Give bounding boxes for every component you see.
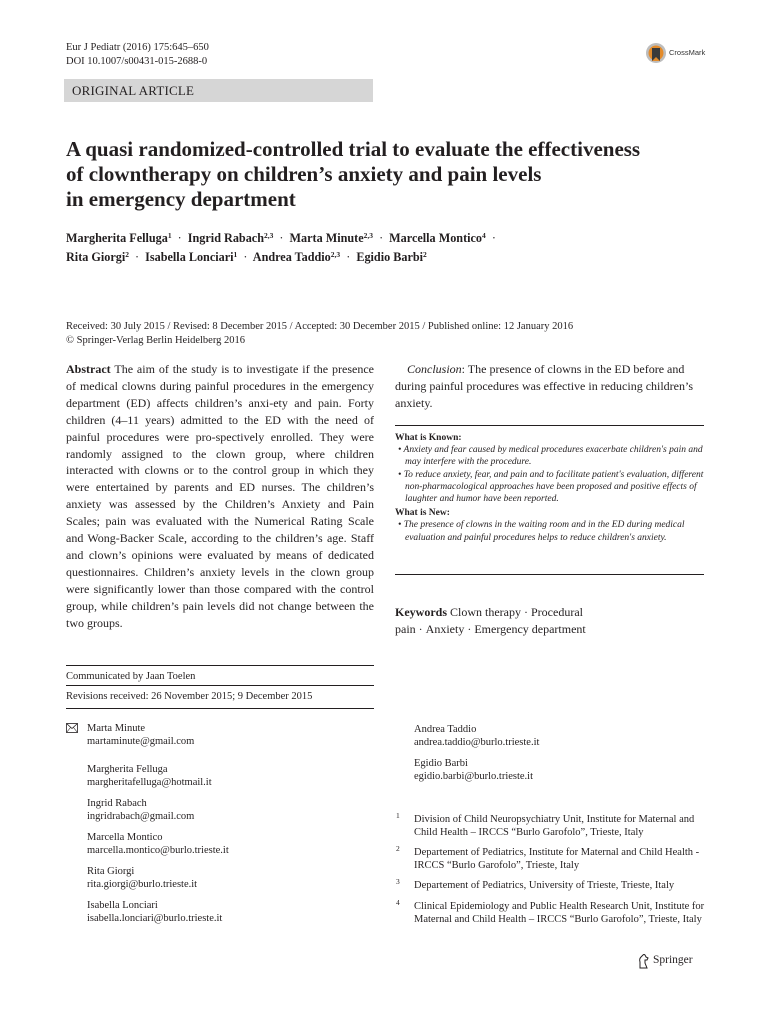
- contact-entry: [87, 722, 194, 749]
- title-line: of clowntherapy on children’s anxiety and pain levels: [66, 162, 542, 186]
- contact-name: Rita Giorgi: [87, 866, 135, 877]
- title-line: A quasi randomized-controlled trial to evaluate the effectiveness: [66, 137, 641, 161]
- conclusion-label: Conclusion: [407, 362, 462, 376]
- keyword-separator: ·: [524, 605, 528, 619]
- keyword-separator: ·: [467, 622, 472, 636]
- contact-name: Marcella Montico: [87, 832, 163, 843]
- keyword[interactable]: Clown therapy: [450, 605, 521, 619]
- affiliation-number: 1: [396, 811, 400, 820]
- author-line: [66, 248, 726, 267]
- known-item: • To reduce anxiety, fear, and pain and to facilitate patient's evaluation, different non-pharmacological approaches have been proposed and positive effects of laughter and humor have been reported.: [398, 469, 704, 505]
- keywords-label: Keywords: [395, 605, 447, 619]
- communicated-by: Communicated by Jaan Toelen: [66, 671, 196, 682]
- author-affiliation: 2,3: [330, 250, 341, 259]
- contact-name: Marta Minute: [87, 723, 146, 734]
- author-name[interactable]: Isabella Lonciari: [145, 250, 234, 264]
- contact-entry: [87, 831, 229, 858]
- contact-name: Ingrid Rabach: [87, 798, 147, 809]
- affiliation-number: 4: [396, 898, 400, 907]
- known-list: [395, 444, 704, 505]
- author-affiliation: 2: [423, 250, 427, 259]
- contact-email[interactable]: andrea.taddio@burlo.trieste.it: [414, 737, 540, 749]
- author-separator: ·: [346, 250, 351, 264]
- article-type-label: ORIGINAL ARTICLE: [64, 79, 373, 102]
- affiliation-text: Clinical Epidemiology and Public Health Research Unit, Institute for Maternal and Child Health – IRCCS “Burlo Garofolo”, Trieste, Italy: [414, 901, 705, 926]
- contact-entry: [87, 763, 212, 790]
- author-affiliation: 2,3: [263, 231, 274, 240]
- author-separator: ·: [491, 231, 496, 245]
- contact-email[interactable]: rita.giorgi@burlo.trieste.it: [87, 879, 198, 891]
- contact-name: Egidio Barbi: [414, 758, 468, 769]
- affiliation-number: 2: [396, 844, 400, 853]
- new-item: • The presence of clowns in the waiting room and in the ED during medical evaluation and painful procedures helps to reduce children's anxiety.: [398, 520, 685, 543]
- journal-doi[interactable]: DOI 10.1007/s00431-015-2688-0: [66, 56, 208, 67]
- new-heading: What is New:: [395, 508, 450, 519]
- copyright-notice: © Springer-Verlag Berlin Heidelberg 2016: [66, 334, 246, 346]
- author-separator: ·: [177, 231, 182, 245]
- contact-email[interactable]: egidio.barbi@burlo.trieste.it: [414, 771, 534, 783]
- conclusion-text: : The presence of clowns in the ED before and during painful procedures was effective in reducing children’s anxiety.: [395, 362, 694, 410]
- article-title: [66, 137, 706, 212]
- author-name[interactable]: Marcella Montico: [389, 231, 483, 245]
- contact-email[interactable]: isabella.lonciari@burlo.trieste.it: [87, 913, 223, 925]
- abstract-body: [66, 361, 374, 632]
- author-name[interactable]: Rita Giorgi: [66, 250, 126, 264]
- affiliation-text: Division of Child Neuropsychiatry Unit, Institute for Maternal and Child Health – IRCCS “Burlo Garofolo”, Trieste, Italy: [414, 814, 695, 839]
- crossmark-label: CrossMark: [669, 48, 706, 57]
- divider: [66, 685, 374, 686]
- divider: [395, 574, 704, 575]
- contact-email[interactable]: martaminute@gmail.com: [87, 736, 195, 748]
- contact-email[interactable]: ingridrabach@gmail.com: [87, 811, 195, 823]
- author-name[interactable]: Ingrid Rabach: [187, 231, 264, 245]
- contact-name: Isabella Lonciari: [87, 900, 158, 911]
- author-separator: ·: [279, 231, 284, 245]
- author-affiliation: 2: [125, 250, 129, 259]
- known-heading: What is Known:: [395, 433, 462, 443]
- publisher-logo: [637, 952, 717, 970]
- divider: [66, 665, 374, 666]
- contact-entry: [87, 865, 197, 892]
- abstract-label: Abstract: [66, 362, 111, 376]
- author-separator: ·: [379, 231, 384, 245]
- springer-horse-icon: [637, 953, 651, 969]
- contact-entry: [414, 757, 533, 784]
- author-separator: ·: [243, 250, 248, 264]
- author-line: [66, 229, 726, 248]
- contact-entry: [87, 899, 222, 926]
- contact-email[interactable]: marcella.montico@burlo.trieste.it: [87, 845, 229, 857]
- article-dates: [66, 320, 716, 347]
- author-affiliation: 2,3: [363, 231, 374, 240]
- author-list: [66, 229, 726, 267]
- contact-entry: [87, 797, 194, 824]
- author-name[interactable]: Marta Minute: [289, 231, 364, 245]
- new-list: [395, 519, 704, 543]
- abstract-conclusion: [395, 361, 705, 412]
- author-affiliation: 1: [233, 250, 238, 259]
- keyword[interactable]: Emergency department: [474, 622, 586, 636]
- author-name[interactable]: Margherita Felluga: [66, 231, 168, 245]
- keywords: [395, 604, 705, 638]
- keyword[interactable]: Anxiety: [425, 622, 465, 636]
- crossmark-icon: [645, 42, 667, 66]
- author-separator: ·: [135, 250, 140, 264]
- crossmark-badge[interactable]: [645, 42, 725, 68]
- journal-citation: Eur J Pediatr (2016) 175:645–650: [66, 42, 209, 53]
- publisher-name: Springer: [653, 954, 693, 966]
- affiliation-text: Departement of Pediatrics, Institute for Maternal and Child Health - IRCCS “Burlo Garofolo”, Trieste, Italy: [414, 847, 700, 872]
- author-affiliation: 1: [167, 231, 172, 240]
- author-affiliation: 4: [482, 231, 486, 240]
- journal-header: [66, 41, 209, 69]
- revisions-received: Revisions received: 26 November 2015; 9 December 2015: [66, 691, 313, 702]
- contact-email[interactable]: margheritafelluga@hotmail.it: [87, 777, 212, 789]
- known-item: • Anxiety and fear caused by medical procedures exacerbate children's pain and may interfere with the procedure.: [398, 445, 703, 468]
- divider: [395, 425, 704, 426]
- abstract-text: The aim of the study is to investigate if the presence of medical clowns during painful procedures in the emergency department (ED) affects children’s anxi-ety and pain. Forty children (4–11 years) admitted to the ED with the need of painful procedures were pro-spectively enrolled. They were randomly assigned to the clown group, where children interacted with clowns or to the control group in which they were entertained by parents and ED nurses. The children’s anxiety was assessed by the Children’s Anxiety and Pain Scales; pain was evaluated with the Numerical Rating Scale and Wong-Backer Scale, according to the children’s age. Staff and clown’s opinions were evaluated by means of dedicated questionnaires. Children’s anxiety levels in the clown group were significantly lower than those compared with the control group, while children’s pain levels did not change between the two groups.: [66, 362, 375, 630]
- divider: [66, 708, 374, 709]
- keyword-separator: ·: [418, 622, 423, 636]
- contact-name: Margherita Felluga: [87, 764, 168, 775]
- keyword[interactable]: Procedural pain: [395, 605, 583, 636]
- author-name[interactable]: Andrea Taddio: [252, 250, 331, 264]
- envelope-icon: [66, 723, 78, 733]
- contact-entry: [414, 723, 539, 750]
- affiliation-text: Departement of Pediatrics, University of Trieste, Trieste, Italy: [414, 880, 675, 891]
- publication-history: Received: 30 July 2015 / Revised: 8 December 2015 / Accepted: 30 December 2015 / Published online: 12 January 2016: [66, 321, 574, 332]
- author-name[interactable]: Egidio Barbi: [356, 250, 424, 264]
- affiliation-number: 3: [396, 877, 400, 886]
- title-line: in emergency department: [66, 187, 296, 211]
- known-new-box: [395, 432, 704, 544]
- contact-name: Andrea Taddio: [414, 724, 477, 735]
